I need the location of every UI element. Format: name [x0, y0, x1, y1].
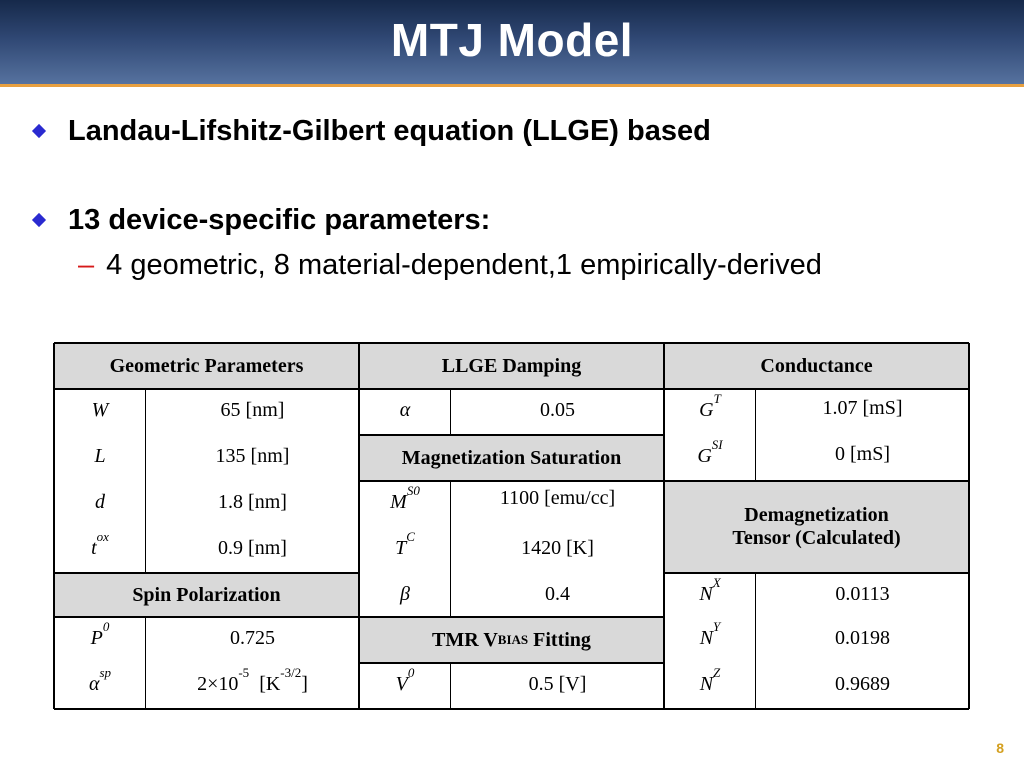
table-border [358, 343, 360, 709]
param-value: 0.9689 [835, 673, 890, 695]
param-symbol: d [95, 491, 105, 513]
param-symbol: N X [699, 575, 721, 605]
bullet-parameters [32, 203, 490, 237]
table-border [755, 389, 756, 481]
table-border [450, 481, 451, 617]
diamond-bullet-icon [32, 213, 46, 227]
param-symbol: L [94, 445, 106, 467]
table-border [359, 480, 664, 482]
param-value: 0.5 [V] [528, 673, 587, 695]
page-number: 8 [996, 740, 1004, 756]
param-symbol: W [91, 399, 109, 421]
table-border [359, 616, 664, 618]
table-border [54, 388, 969, 390]
param-symbol: M S0 [390, 483, 420, 513]
header-geometric-parameters: Geometric Parameters [54, 343, 359, 389]
param-value: 1.8 [nm] [218, 491, 287, 513]
header-tmr-vbias-fitting: TMR V BIAS Fitting [359, 617, 664, 663]
param-value: 0.9 [nm] [218, 537, 287, 559]
param-symbol: N Y [699, 619, 721, 649]
param-symbol: t ox [91, 529, 109, 559]
table-border [663, 343, 665, 709]
param-value: 1100 [emu/cc] [499, 487, 616, 509]
param-symbol: G T [699, 391, 721, 421]
table-border [54, 342, 969, 344]
param-symbol: V 0 [395, 665, 415, 695]
param-symbol: α sp [88, 665, 112, 695]
table-border [359, 434, 664, 436]
table-border [145, 617, 146, 709]
table-border [968, 343, 970, 709]
dash-bullet-icon: – [78, 249, 95, 281]
param-symbol: α [399, 399, 411, 421]
header-magnetization-saturation: Magnetization Saturation [359, 435, 664, 481]
param-value: 135 [nm] [215, 445, 290, 467]
bullet-text: 13 device-specific parameters: [68, 204, 491, 236]
table-border [54, 616, 359, 618]
param-symbol: N Z [699, 665, 721, 695]
table-border [54, 708, 969, 710]
sub-bullet-breakdown [78, 248, 822, 282]
param-value: 0.0113 [835, 583, 890, 605]
diamond-bullet-icon [32, 124, 46, 138]
sub-bullet-text: 4 geometric, 8 material-dependent,1 empirically-derived [106, 249, 822, 281]
table-border [145, 389, 146, 573]
parameter-table [54, 343, 969, 709]
table-border [664, 480, 969, 482]
param-value: 0 [mS] [835, 443, 890, 465]
header-conductance: Conductance [664, 343, 969, 389]
param-symbol: P 0 [90, 619, 110, 649]
param-value: 0.0198 [835, 627, 890, 649]
param-value: 0.725 [230, 627, 275, 649]
param-symbol: G SI [697, 437, 723, 467]
table-border [54, 572, 359, 574]
table-border [755, 573, 756, 709]
title-accent-rule [0, 84, 1024, 87]
param-value: 2×10 -5 [K -3/2 ] [197, 665, 308, 695]
header-llge-damping: LLGE Damping [359, 343, 664, 389]
table-border [359, 662, 664, 664]
table-border [664, 572, 969, 574]
param-value: 1.07 [mS] [822, 397, 903, 419]
param-value: 0.05 [540, 399, 575, 421]
param-symbol: β [400, 583, 410, 605]
header-demagnetization-tensor: Demagnetization Tensor (Calculated) [664, 481, 969, 573]
bullet-llge [32, 114, 711, 148]
table-border [450, 389, 451, 435]
param-value: 65 [nm] [220, 399, 285, 421]
param-value: 1420 [K] [521, 537, 594, 559]
header-spin-polarization: Spin Polarization [54, 573, 359, 617]
table-border [450, 663, 451, 709]
slide-title: MTJ Model [390, 14, 634, 66]
param-symbol: T C [395, 529, 415, 559]
param-value: 0.4 [545, 583, 570, 605]
table-border [53, 343, 55, 709]
bullet-text: Landau-Lifshitz-Gilbert equation (LLGE) based [68, 115, 711, 147]
